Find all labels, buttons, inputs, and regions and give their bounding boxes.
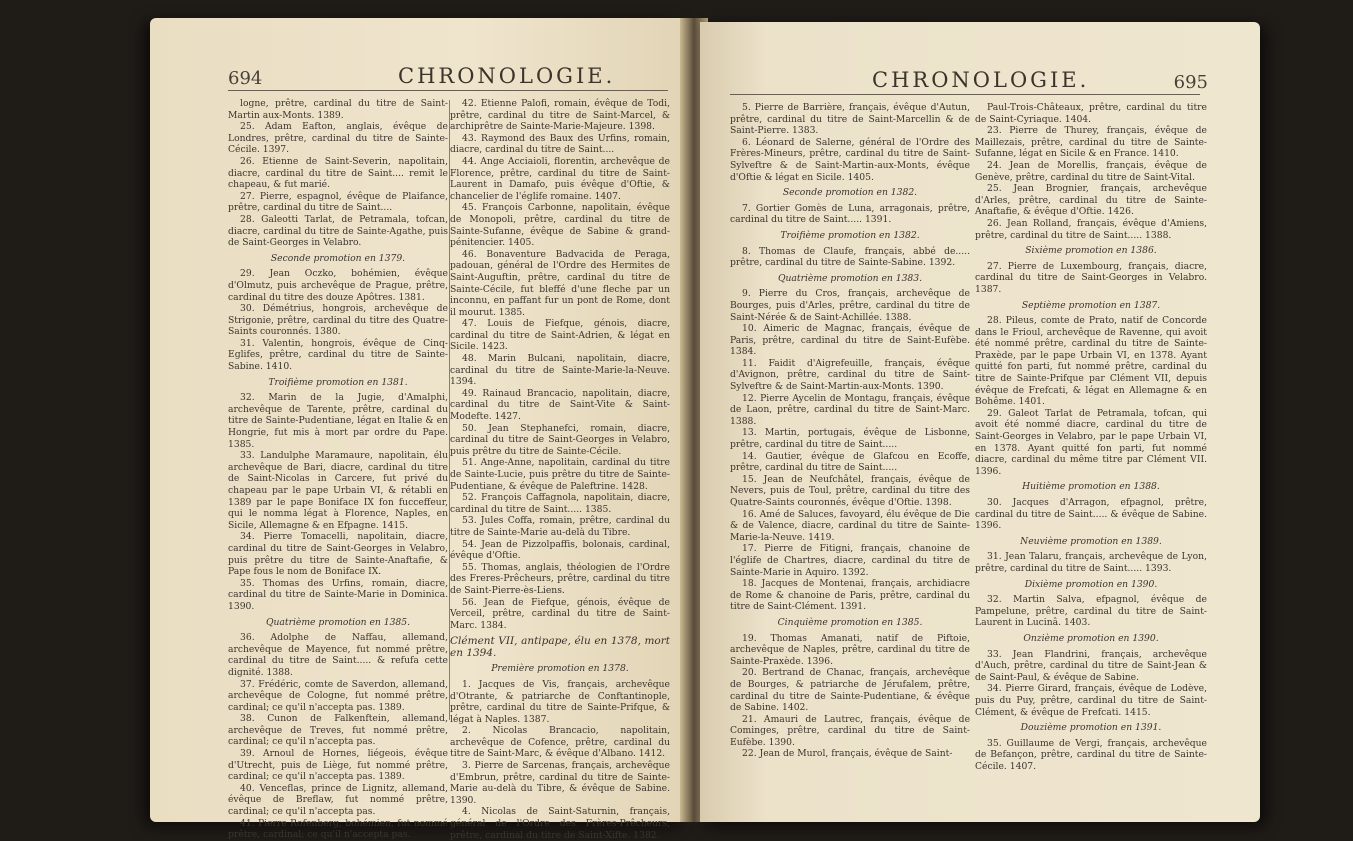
- entry-paragraph: 40. Venceflas, prince de Lignitz, allemand, évêque de Breflaw, fut nommé prêtre, cardinal; ce qu'il n'accepta pas.: [228, 782, 448, 818]
- entry-paragraph: 29. Jean Oczko, bohémien, évêque d'Olmutz, puis archevêque de Prague, prêtre, cardinal du titre des douze Apôtres. 1381.: [228, 268, 448, 303]
- entry-paragraph: 38. Cunon de Falkenftein, allemand, archevêque de Treves, fut nommé prêtre, cardinal; ce qu'il n'accepta pas.: [228, 713, 448, 748]
- entry-paragraph: 29. Galeot Tarlat de Petramala, tofcan, qui avoit été nommé diacre, cardinal du titre de Saint-Georges in Velabro, par le pape Urbain VI, en 1378. Ayant quitté fon parti, fut nommé diacre, cardinal du même titre par Clément VII. 1396.: [975, 407, 1207, 477]
- entry-paragraph: 43. Raymond des Baux des Urfins, romain, diacre, cardinal du titre de Saint....: [450, 132, 670, 156]
- entry-paragraph: 20. Bertrand de Chanac, français, archevêque de Bourges, & patriarche de Jérufalem, prêtre, cardinal du titre de Sainte-Pudentiane, & évêque de Sabine. 1402.: [730, 667, 970, 714]
- entry-paragraph: 5. Pierre de Barrière, français, évêque d'Autun, prêtre, cardinal du titre de Saint-Marcellin & de Saint-Pierre. 1383.: [730, 102, 970, 137]
- entry-paragraph: 34. Pierre Girard, français, évêque de Lodève, puis du Puy, prêtre, cardinal du titre de Saint-Clément, & évêque de Frefcati. 1415.: [975, 683, 1207, 718]
- entry-paragraph: 46. Bonaventure Badvacida de Peraga, padouan, général de l'Ordre des Hermites de Saint-Auguftin, prêtre, cardinal du titre de Sainte-Cécile, fut bleffé d'une fleche par un inconnu, en paffant fur un pont de Rome, dont il mourut. 1385.: [450, 248, 670, 318]
- entry-paragraph: 19. Thomas Amanati, natif de Piftoie, archevêque de Naples, prêtre, cardinal du titre de Sainte-Praxède. 1396.: [730, 632, 970, 667]
- entry-paragraph: 41. Pierre Rofenberg, bohémien, fut nommé prêtre, cardinal; ce qu'il n'accepta pas.: [228, 817, 448, 841]
- entry-paragraph: 45. François Carbonne, napolitain, évêque de Monopoli, prêtre, cardinal du titre de Sainte-Sufanne, évêque de Sabine & grand-pénitencier. 1405.: [450, 202, 670, 249]
- entry-paragraph: 12. Pierre Aycelin de Montagu, français, évêque de Laon, prêtre, cardinal du titre de Saint-Marc. 1388.: [730, 392, 970, 427]
- entry-paragraph: 27. Pierre, espagnol, évêque de Plaifance, prêtre, cardinal du titre de Saint....: [228, 190, 448, 214]
- entry-paragraph: 52. François Caffagnola, napolitain, diacre, cardinal du titre de Saint..... 1385.: [450, 492, 670, 515]
- section-heading: Troifième promotion en 1382.: [780, 229, 920, 241]
- entry-paragraph: 54. Jean de Pizzolpaffis, bolonais, cardinal, évêque d'Oftie.: [450, 538, 670, 562]
- entry-paragraph: 53. Jules Coffa, romain, prêtre, cardinal du titre de Sainte-Marie au-delà du Tibre.: [450, 515, 670, 538]
- left-page: [150, 18, 685, 841]
- section-heading: Onzième promotion en 1390.: [1023, 632, 1159, 644]
- entry-paragraph: 13. Martin, portugais, évêque de Lisbonne, prêtre, cardinal du titre de Saint.....: [730, 427, 970, 451]
- section-heading: Cinquième promotion en 1385.: [777, 616, 923, 628]
- entry-paragraph: 7. Gortier Gomès de Luna, arragonais, prêtre, cardinal du titre de Saint..... 1391.: [730, 202, 970, 226]
- section-heading: Dixième promotion en 1390.: [1024, 578, 1158, 590]
- entry-paragraph: 25. Adam Eafton, anglais, évêque de Londres, prêtre, cardinal du titre de Sainte-Cécile. 1397.: [228, 121, 448, 156]
- entry-paragraph: 24. Jean de Morellis, français, évêque de Genève, prêtre, cardinal du titre de Saint-Vital.: [975, 159, 1207, 183]
- right-header-rule: [730, 94, 1200, 95]
- entry-paragraph: 42. Etienne Palofi, romain, évêque de Todi, prêtre, cardinal du titre de Saint-Marcel, & archiprêtre de Sainte-Marie-Majeure. 1398.: [450, 98, 670, 133]
- entry-paragraph: 6. Léonard de Salerne, général de l'Ordre des Frères-Mineurs, prêtre, cardinal du titre de Saint-Sylveftre & de Saint-Martin-aux-Monts, évêque d'Oftie & légat en Sicile. 1405.: [730, 136, 970, 183]
- entry-paragraph: 47. Louis de Fiefque, génois, diacre, cardinal du titre de Saint-Adrien, & légat en Sicile. 1423.: [450, 318, 670, 353]
- entry-paragraph: 33. Landulphe Maramaure, napolitain, élu archevêque de Bari, diacre, cardinal du titre de Saint-Nicolas in Carcere, fut privé du chapeau par le pape Urbain VI, & rétabli en 1389 par le pape Boniface IX fon fucceffeur, qui le nomma légat à Florence, Naples, en Sicile, Allemagne & en Efpagne. 1415.: [228, 450, 448, 531]
- entry-paragraph: 4. Nicolas de Saint-Saturnin, français, général de l'Ordre des Frères-Prêcheurs, prêtre, cardinal du titre de Saint-Xifte. 1382.: [450, 806, 670, 841]
- right-column-2: [975, 102, 1207, 772]
- left-column-2: [450, 98, 670, 841]
- entry-paragraph: 26. Etienne de Saint-Severin, napolitain, diacre, cardinal du titre de Saint.... remit le chapeau, & fut marié.: [228, 155, 448, 191]
- section-heading: Quatrième promotion en 1385.: [265, 616, 411, 628]
- entry-paragraph: 21. Amauri de Lautrec, français, évêque de Cominges, prêtre, cardinal du titre de Saint-Eufèbe. 1390.: [730, 713, 970, 748]
- section-heading: Huitième promotion en 1388.: [1022, 481, 1160, 493]
- entry-paragraph: 11. Faidit d'Aigrefeuille, français, évêque d'Avignon, prêtre, cardinal du titre de Saint-Sylveftre & de Saint-Martin-aux-Monts. 1390.: [730, 357, 970, 393]
- entry-paragraph: 44. Ange Acciaioli, florentin, archevêque de Florence, prêtre, cardinal du titre de Saint-Laurent in Damafo, puis évêque d'Oftie, & chancelier de l'églife romaine. 1407.: [450, 155, 670, 202]
- entry-paragraph: 32. Martin Salva, efpagnol, évêque de Pampelune, prêtre, cardinal du titre de Saint-Laurent in Lucinâ. 1403.: [975, 594, 1207, 629]
- entry-paragraph: Paul-Trois-Châteaux, prêtre, cardinal du titre de Saint-Cyriaque. 1404.: [975, 102, 1207, 125]
- left-running-head: CHRONOLOGIE.: [398, 64, 616, 88]
- entry-paragraph: 31. Jean Talaru, français, archevêque de Lyon, prêtre, cardinal du titre de Saint..... 1393.: [975, 551, 1207, 574]
- entry-paragraph: 22. Jean de Murol, français, évêque de Saint-: [742, 748, 953, 760]
- section-heading: Septième promotion en 1387.: [1021, 299, 1161, 311]
- section-heading: Première promotion en 1378.: [491, 663, 629, 675]
- entry-paragraph: 2. Nicolas Brancacio, napolitain, archevêque de Cofence, prêtre, cardinal du titre de Saint-Marc, & évêque d'Albano. 1412.: [450, 725, 670, 760]
- entry-paragraph: 34. Pierre Tomacelli, napolitain, diacre, cardinal du titre de Saint-Georges in Velabro, puis prêtre du titre de Sainte-Anaftafie, & Pape fous le nom de Boniface IX.: [228, 531, 448, 578]
- entry-paragraph: 10. Aimeric de Magnac, français, évêque de Paris, prêtre, cardinal du titre de Saint-Eufèbe. 1384.: [730, 323, 970, 358]
- entry-paragraph: 8. Thomas de Claufe, français, abbé de..... prêtre, cardinal du titre de Sainte-Sabine. 1392.: [730, 245, 970, 269]
- entry-paragraph: 9. Pierre du Cros, français, archevêque de Bourges, puis d'Arles, prêtre, cardinal du titre de Saint-Nérée & de Saint-Achillée. 1388.: [730, 288, 970, 323]
- entry-paragraph: 35. Thomas des Urfins, romain, diacre, cardinal du titre de Sainte-Marie in Dominica. 1390.: [228, 577, 448, 612]
- entry-paragraph: 32. Marin de la Jugie, d'Amalphi, archevêque de Tarente, prêtre, cardinal du titre de Sainte-Pudentiane, légat en Italie & en Hongrie, fut mis à mort par ordre du Pape. 1385.: [228, 392, 448, 450]
- antipope-heading: Clément VII, antipape, élu en 1378, mort en 1394.: [450, 635, 670, 660]
- right-page: [700, 22, 1260, 822]
- entry-paragraph: 23. Pierre de Thurey, français, évêque de Maillezais, prêtre, cardinal du titre de Sainte-Sufanne, légat en Sicile & en France. 1410.: [975, 125, 1207, 160]
- entry-paragraph: 18. Jacques de Montenai, français, archidiacre de Rome & chanoine de Paris, prêtre, cardinal du titre de Saint-Clément. 1391.: [730, 578, 970, 613]
- entry-paragraph: 55. Thomas, anglais, théologien de l'Ordre des Freres-Prêcheurs, prêtre, cardinal du titre de Saint-Pierre-ès-Liens.: [450, 561, 670, 596]
- section-heading: Quatrième promotion en 1383.: [777, 272, 923, 284]
- entry-paragraph: logne, prêtre, cardinal du titre de Saint-Martin aux-Monts. 1389.: [228, 98, 448, 121]
- left-page-number: 694: [228, 68, 263, 89]
- entry-paragraph: 1. Jacques de Vis, français, archevêque d'Otrante, & patriarche de Conftantinople, prêtre, cardinal du titre de Sainte-Prifque, & légat à Naples. 1387.: [450, 678, 670, 725]
- entry-paragraph: 33. Jean Flandrini, français, archevêque d'Auch, prêtre, cardinal du titre de Saint-Jean & de Saint-Paul, & évêque de Sabine.: [975, 648, 1207, 683]
- entry-paragraph: 31. Valentin, hongrois, évêque de Cinq-Eglifes, prêtre, cardinal du titre de Sainte-Sabine. 1410.: [228, 337, 448, 373]
- section-heading: Neuvième promotion en 1389.: [1020, 535, 1162, 547]
- entry-paragraph: 14. Gautier, évêque de Glafcou en Ecoffe, prêtre, cardinal du titre de Saint.....: [730, 450, 970, 474]
- section-heading: Troifième promotion en 1381.: [268, 376, 408, 388]
- entry-paragraph: 51. Ange-Anne, napolitain, cardinal du titre de Sainte-Lucie, puis prêtre du titre de Sainte-Pudentiane, & évêque de Paleftrine. 1428.: [450, 457, 670, 492]
- right-running-head: CHRONOLOGIE.: [872, 68, 1090, 92]
- entry-paragraph: 16. Amé de Saluces, favoyard, élu évêque de Die & de Valence, diacre, cardinal du titre de Sainte-Marie-la-Neuve. 1419.: [730, 508, 970, 543]
- entry-paragraph: 35. Guillaume de Vergi, français, archevêque de Befançon, prêtre, cardinal du titre de Sainte-Cécile. 1407.: [975, 737, 1207, 772]
- section-heading: Sixième promotion en 1386.: [1025, 245, 1157, 257]
- entry-paragraph: 26. Jean Rolland, français, évêque d'Amiens, prêtre, cardinal du titre de Saint..... 1388.: [975, 217, 1207, 241]
- entry-paragraph: 25. Jean Brognier, français, archevêque d'Arles, prêtre, cardinal du titre de Sainte-Anaftafie, & évêque d'Oftie. 1426.: [975, 183, 1207, 218]
- entry-paragraph: 36. Adolphe de Naffau, allemand, archevêque de Mayence, fut nommé prêtre, cardinal du titre de Saint..... & refufa cette dignité. 1388.: [228, 632, 448, 678]
- entry-paragraph: 30. Jacques d'Arragon, efpagnol, prêtre, cardinal du titre de Saint..... & évêque de Sabine. 1396.: [975, 497, 1207, 532]
- entry-paragraph: 50. Jean Stephanefci, romain, diacre, cardinal du titre de Saint-Georges in Velabro, puis prêtre du titre de Sainte-Cécile.: [450, 422, 670, 457]
- entry-paragraph: 17. Pierre de Fitigni, français, chanoine de l'églife de Chartres, diacre, cardinal du titre de Sainte-Marie in Aquiro. 1392.: [730, 543, 970, 578]
- entry-paragraph: 39. Arnoul de Hornes, liégeois, évêque d'Utrecht, puis de Liège, fut nommé prêtre, cardinal; ce qu'il n'accepta pas. 1389.: [228, 748, 448, 783]
- entry-paragraph: 30. Démétrius, hongrois, archevêque de Strigonie, prêtre, cardinal du titre des Quatre-Saints couronnés. 1380.: [228, 303, 448, 338]
- section-heading: Douzième promotion en 1391.: [1020, 722, 1162, 734]
- entry-paragraph: 15. Jean de Neufchâtel, français, évêque de Nevers, puis de Toul, prêtre, cardinal du titre des Quatre-Saints couronnés, évêque d'Oftie. 1398.: [730, 473, 970, 508]
- entry-paragraph: 49. Rainaud Brancacio, napolitain, diacre, cardinal du titre de Saint-Vite & Saint-Modefte. 1427.: [450, 387, 670, 423]
- entry-paragraph: 3. Pierre de Sarcenas, français, archevêque d'Embrun, prêtre, cardinal du titre de Sainte-Marie au-delà du Tibre, & évêque de Sabine. 1390.: [450, 760, 670, 806]
- entry-paragraph: 56. Jean de Fiefque, génois, évêque de Verceil, prêtre, cardinal du titre de Saint-Marc. 1384.: [450, 596, 670, 631]
- left-header-rule: [228, 90, 668, 91]
- right-page-number: 695: [1173, 72, 1208, 93]
- entry-paragraph: 48. Marin Bulcani, napolitain, diacre, cardinal du titre de Sainte-Marie-la-Neuve. 1394.: [450, 353, 670, 388]
- entry-paragraph: 28. Galeotti Tarlat, de Petramala, tofcan, diacre, cardinal du titre de Sainte-Agathe, puis de Saint-Georges in Velabro.: [228, 213, 448, 249]
- entry-paragraph: 28. Pileus, comte de Prato, natif de Concorde dans le Frioul, archevêque de Ravenne, qui avoit été nommé prêtre, cardinal du titre de Sainte-Praxède, par le pape Urbain VI, en 1378. Ayant quitté fon parti, fut nommé prêtre, cardinal du titre de Sainte-Prifque par Clément VII, depuis évêque de Frefcati, & légat en Allemagne & en Bohême. 1401.: [975, 315, 1207, 408]
- entry-paragraph: 37. Frédéric, comte de Saverdon, allemand, archevêque de Cologne, fut nommé prêtre, cardinal; ce qu'il n'accepta pas. 1389.: [228, 678, 448, 713]
- section-heading: Seconde promotion en 1379.: [270, 252, 406, 264]
- entry-paragraph: 27. Pierre de Luxembourg, français, diacre, cardinal du titre de Saint-Georges in Velabro. 1387.: [975, 260, 1207, 295]
- section-heading: Seconde promotion en 1382.: [782, 187, 918, 199]
- left-column-1: [228, 98, 448, 841]
- right-column-1: [730, 102, 970, 760]
